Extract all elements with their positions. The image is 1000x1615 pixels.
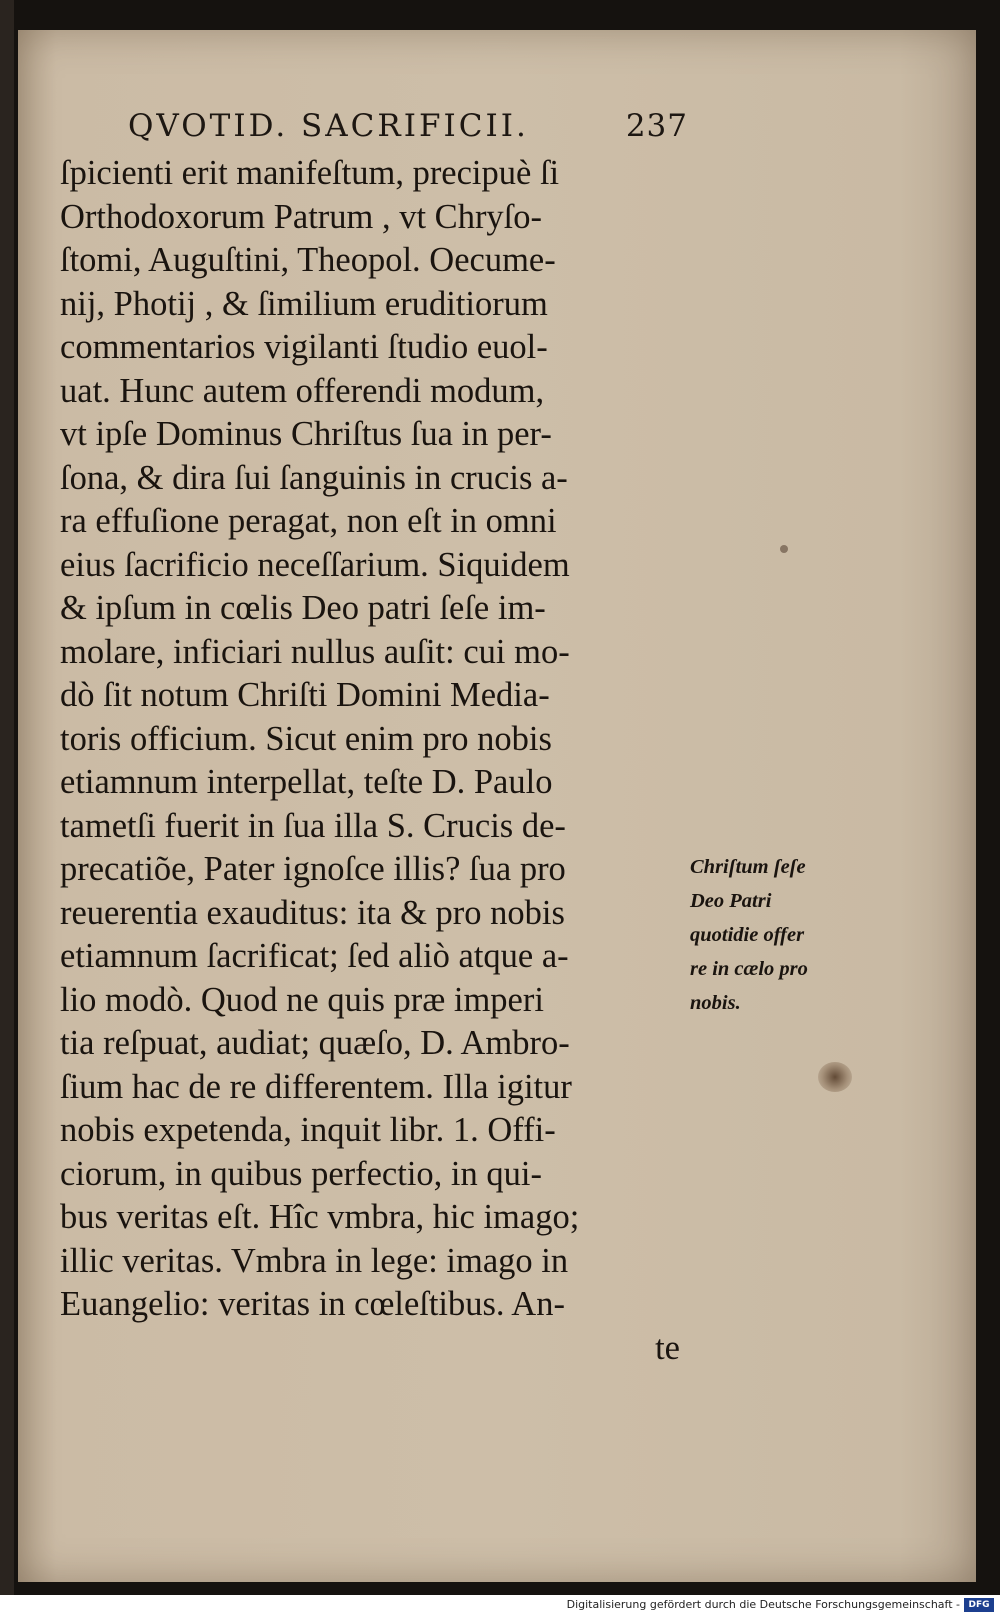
- page-stain: [818, 1062, 852, 1092]
- funding-credit: Digitalisierung gefördert durch die Deutsche Forschungsgemeinschaft -: [566, 1598, 960, 1611]
- text-line: tametſi fuerit in ſua illa S. Crucis de-: [60, 806, 566, 845]
- text-line: ſpicienti erit manifeſtum, precipuè ſi: [60, 154, 560, 192]
- text-line: reuerentia exauditus: ita & pro nobis: [60, 893, 565, 932]
- marginal-line: re in cælo pro: [690, 958, 808, 980]
- text-line: ſona, & dira ſui ſanguinis in crucis a-: [60, 458, 568, 497]
- footer-bar: [0, 1595, 1000, 1615]
- marginal-line: Deo Patri: [690, 890, 772, 912]
- catchword: te: [655, 1328, 680, 1367]
- marginal-line: quotidie offer: [690, 924, 805, 946]
- main-text-block: [60, 152, 710, 1370]
- running-header: [128, 108, 688, 152]
- text-line: dò ſit notum Chriſti Domini Media-: [60, 676, 550, 714]
- text-line: etiamnum interpellat, teſte D. Paulo: [60, 763, 553, 801]
- book-spine-edge: [0, 0, 14, 1595]
- text-line: ſtomi, Auguſtini, Theopol. Oecume-: [60, 241, 556, 279]
- marginal-note: [690, 850, 850, 1020]
- page-number: 237: [625, 108, 688, 144]
- text-line: precatiõe, Pater ignoſce illis? ſua pro: [60, 850, 566, 888]
- text-line: ciorum, in quibus perfectio, in qui-: [60, 1154, 542, 1193]
- text-line: lio modò. Quod ne quis præ imperi: [60, 980, 544, 1019]
- running-title: QVOTID. SACRIFICII.: [128, 108, 529, 144]
- marginal-line: Chriſtum ſeſe: [690, 856, 806, 878]
- text-line: tia reſpuat, audiat; quæſo, D. Ambro-: [60, 1024, 570, 1062]
- text-line: nij, Photij , & ſimilium eruditiorum: [60, 284, 548, 323]
- text-line: illic veritas. Vmbra in lege: imago in: [60, 1241, 569, 1280]
- text-line: bus veritas eſt. Hîc vmbra, hic imago;: [60, 1198, 580, 1236]
- text-line: Orthodoxorum Patrum , vt Chryſo-: [60, 197, 543, 236]
- text-line: commentarios vigilanti ſtudio euol-: [60, 328, 548, 366]
- text-line: molare, inficiari nullus auſit: cui mo-: [60, 632, 570, 671]
- text-line: Euangelio: veritas in cœleſtibus. An-: [60, 1285, 565, 1323]
- text-line: vt ipſe Dominus Chriſtus ſua in per-: [60, 415, 552, 453]
- text-line: etiamnum ſacrificat; ſed aliò atque a-: [60, 937, 569, 975]
- marginal-line: nobis.: [690, 992, 741, 1014]
- text-line: nobis expetenda, inquit libr. 1. Offi-: [60, 1111, 556, 1149]
- text-line: toris officium. Sicut enim pro nobis: [60, 719, 552, 758]
- text-line: eius ſacrificio neceſſarium. Siquidem: [60, 545, 570, 584]
- text-line: uat. Hunc autem offerendi modum,: [60, 371, 545, 410]
- dfg-logo-icon: DFG: [964, 1598, 994, 1612]
- ink-spot: [780, 545, 788, 553]
- text-line: ra effuſione peragat, non eſt in omni: [60, 502, 557, 540]
- text-line: ſium hac de re differentem. Illa igitur: [60, 1067, 572, 1106]
- text-line: & ipſum in cœlis Deo patri ſeſe im-: [60, 589, 546, 627]
